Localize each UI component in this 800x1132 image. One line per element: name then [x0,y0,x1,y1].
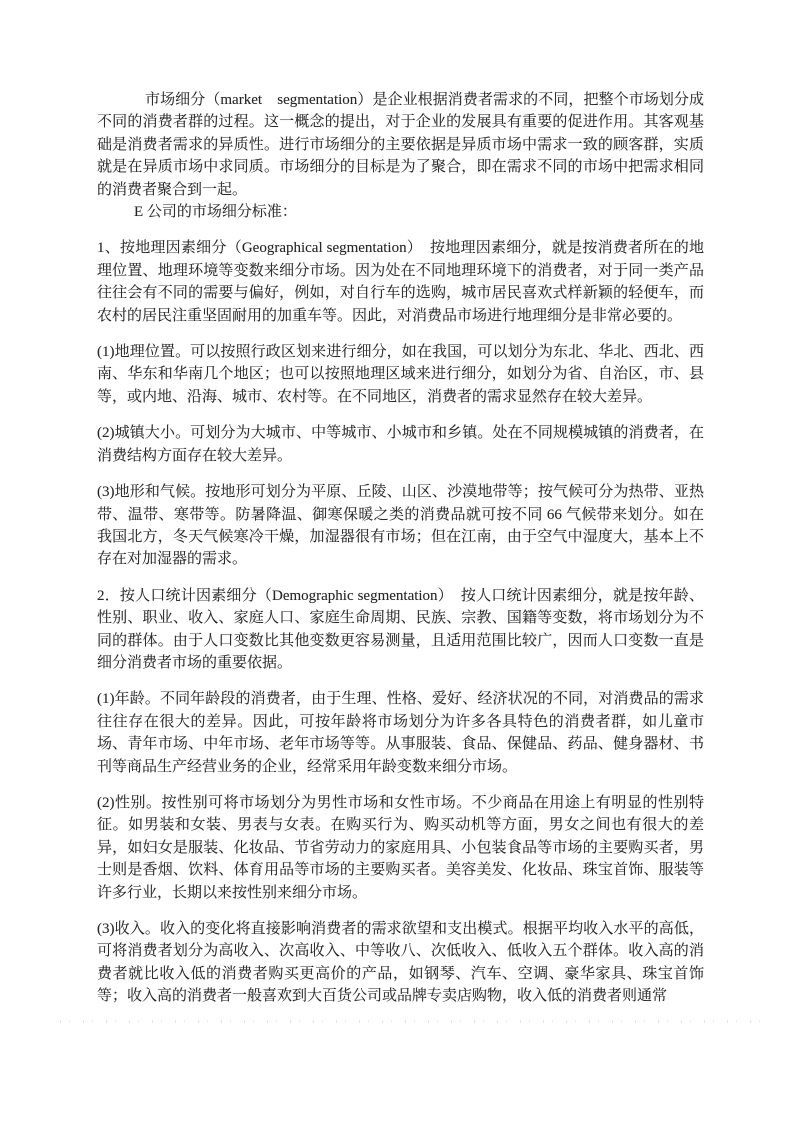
paragraph-town-size: (2)城镇大小。可划分为大城市、中等城市、小城市和乡镇。处在不同规模城镇的消费者，在消费结构方面存在较大差异。 [97,425,704,464]
scan-noise-artifact [60,1020,760,1023]
document-body [97,89,704,1008]
paragraph-demographic-segmentation: 2．按人口统计因素细分（Demographic segmentation） 按人口统计因素细分，就是按年龄、性别、职业、收入、家庭人口、家庭生命周期、民族、宗教、国籍等变数，将市场划分为不同的群体。由于人口变数比其他变数更容易测量，且适用范围比较广，因而人口变数一直是细分消费者市场的重要依据。 [97,587,704,671]
paragraph-e-company-heading: E 公司的市场细分标准： [134,204,297,221]
paragraph-age: (1)年龄。不同年龄段的消费者，由于生理、性格、爱好、经济状况的不同，对消费品的需求往往存在很大的差异。因此，可按年龄将市场划分为许多各具特色的消费者群，如儿童市场、青年市场、中年市场、老年市场等等。从事服装、食品、保健品、药品、健身器材、书刊等商品生产经营业务的企业，经常采用年龄变数来细分市场。 [97,691,704,775]
paragraph-geo-location: (1)地理位置。可以按照行政区划来进行细分，如在我国，可以划分为东北、华北、西北、西南、华东和华南几个地区；也可以按照地理区域来进行细分，如划分为省、自治区，市、县等，或内地、沿海、城市、农村等。在不同地区，消费者的需求显然存在较大差异。 [97,344,704,405]
paragraph-income: (3)收入。收入的变化将直接影响消费者的需求欲望和支出模式。根据平均收入水平的高低，可将消费者划分为高收入、次高收入、中等收八、次低收入、低收入五个群体。收入高的消费者就比收入低的消费者购买更高价的产品，如钢琴、汽车、空调、豪华家具、珠宝首饰等；收入高的消费者一般喜欢到大百货公司或品牌专卖店购物，收入低的消费者则通常 [97,921,704,1005]
paragraph-intro: 市场细分（market segmentation）是企业根据消费者需求的不同，把整个市场划分成不同的消费者群的过程。这一概念的提出，对于企业的发展具有重要的促进作用。其客观基础是消费者需求的异质性。进行市场细分的主要依据是异质市场中需求一致的顾客群，实质就是在异质市场中求同质。市场细分的目标是为了聚合，即在需求不同的市场中把需求相同的消费者聚合到一起。 [97,92,704,198]
paragraph-gender: (2)性别。按性别可将市场划分为男性市场和女性市场。不少商品在用途上有明显的性别特征。如男装和女装、男表与女表。在购买行为、购买动机等方面，男女之间也有很大的差异，如妇女是服装、化妆品、节省劳动力的家庭用具、小包装食品等市场的主要购买者，男士则是香烟、饮料、体育用品等市场的主要购买者。美容美发、化妆品、珠宝首饰、服装等许多行业，长期以来按性别来细分市场。 [97,794,704,901]
paragraph-terrain-climate: (3)地形和气候。按地形可划分为平原、丘陵、山区、沙漠地带等；按气候可分为热带、亚热带、温带、寒带等。防暑降温、御寒保暖之类的消费品就可按不同 66 气候带来划分。如在我国北方，冬天气候寒冷干燥，加湿器很有市场；但在江南，由于空气中湿度大，基本上不存在对加湿器的需求。 [97,484,704,568]
paragraph-geographical-segmentation: 1、按地理因素细分（Geographical segmentation） 按地理因素细分，就是按消费者所在的地理位置、地理环境等变数来细分市场。因为处在不同地理环境下的消费者，对于同一类产品往往会有不同的需要与偏好，例如，对自行车的选购，城市居民喜欢式样新颖的轻便车，而农村的居民注重坚固耐用的加重车等。因此，对消费品市场进行地理细分是非常必要的。 [97,240,704,324]
